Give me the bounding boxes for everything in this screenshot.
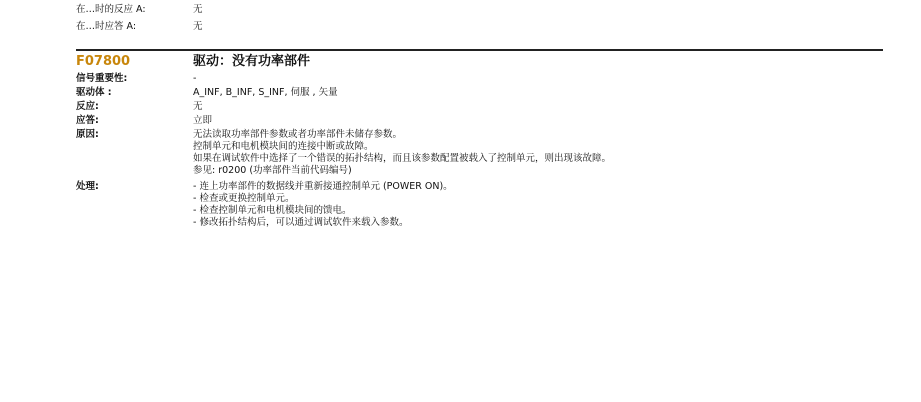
acknowledge-row-value: 立即 bbox=[193, 115, 213, 126]
cause-line: 无法读取功率部件参数或者功率部件未储存参数。 bbox=[193, 129, 403, 140]
reaction-row-value: 无 bbox=[193, 101, 203, 112]
drive-object-label: 驱动体 : bbox=[76, 87, 112, 98]
acknowledge-label: 在…时应答 A: bbox=[76, 21, 137, 32]
reaction-label: 在…时的反应 A: bbox=[76, 4, 146, 15]
signal-importance-label: 信号重要性: bbox=[76, 73, 128, 84]
acknowledge-row-label: 应答: bbox=[76, 115, 99, 126]
cause-line: 如果在调试软件中选择了一个错误的拓扑结构，而且该参数配置被载入了控制单元，则出现该故障。 bbox=[193, 153, 612, 164]
section-divider bbox=[76, 49, 883, 51]
reaction-value: 无 bbox=[193, 4, 203, 15]
fault-title: 驱动：没有功率部件 bbox=[193, 54, 311, 69]
remedy-line: - 连上功率部件的数据线并重新接通控制单元 (POWER ON)。 bbox=[193, 181, 453, 192]
fault-code: F07800 bbox=[76, 54, 131, 69]
reaction-row-label: 反应: bbox=[76, 101, 99, 112]
remedy-label: 处理: bbox=[76, 181, 99, 192]
remedy-line: - 检查或更换控制单元。 bbox=[193, 193, 295, 204]
remedy-line: - 修改拓扑结构后，可以通过调试软件来载入参数。 bbox=[193, 217, 409, 228]
cause-line: 参见: r0200 (功率部件当前代码编号) bbox=[193, 165, 352, 176]
signal-importance-value: - bbox=[193, 73, 197, 84]
remedy-line: - 检查控制单元和电机模块间的馈电。 bbox=[193, 205, 352, 216]
drive-object-value: A_INF, B_INF, S_INF, 伺服 , 矢量 bbox=[193, 87, 338, 98]
acknowledge-value: 无 bbox=[193, 21, 203, 32]
cause-label: 原因: bbox=[76, 129, 99, 140]
cause-line: 控制单元和电机模块间的连接中断或故障。 bbox=[193, 141, 374, 152]
